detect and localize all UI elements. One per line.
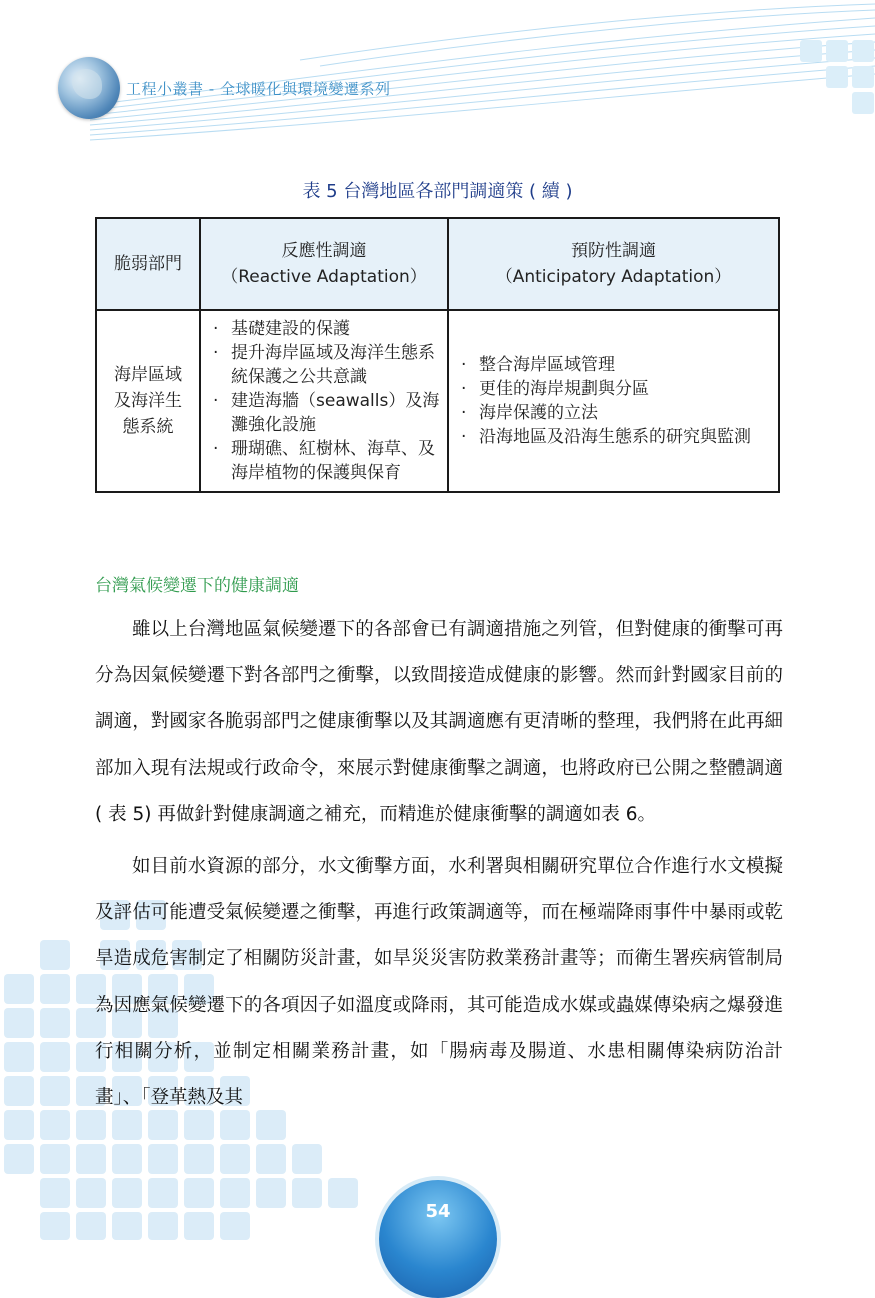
- header-anticipatory: 預防性調適 （Anticipatory Adaptation）: [448, 218, 779, 310]
- header-sector: 脆弱部門: [96, 218, 200, 310]
- page-number: 54: [425, 1201, 451, 1222]
- body-paragraph: 如目前水資源的部分，水文衝擊方面，水利署與相關研究單位合作進行水文模擬及評估可能遭受氣候變遷之衝擊，再進行政策調適等，而在極端降雨事件中暴雨或乾旱造成危害制定了相關防災計畫，如旱災災害防救業務計畫等；而衛生署疾病管制局為因應氣候變遷下的各項因子如溫度或降雨，其可能造成水媒或蟲媒傳染病之爆發進行相關分析，並制定相關業務計畫，如「腸病毒及腸道、水患相關傳染病防治計畫」、「登革熱及其: [95, 856, 783, 1109]
- header-swoosh-decoration: [0, 0, 875, 150]
- body-paragraph: 雖以上台灣地區氣候變遷下的各部會已有調適措施之列管，但對健康的衝擊可再分為因氣候變遷下對各部門之衝擊，以致間接造成健康的影響。然而針對國家目前的調適，對國家各脆弱部門之健康衝擊以及其調適應有更清晰的整理，我們將在此再細部加入現有法規或行政命令，來展示對健康衝擊之調適，也將政府已公開之整體調適 ( 表 5) 再做針對健康調適之補充，而精進於健康衝擊的調適如表 6。: [95, 619, 783, 825]
- anticipatory-item: ‧ 海岸保護的立法: [459, 401, 772, 425]
- reactive-item: ‧ 提升海岸區域及海洋生態系統保護之公共意識: [211, 341, 441, 389]
- table-caption: 表 5 台灣地區各部門調適策 ( 續 ): [302, 181, 573, 202]
- section-heading: 台灣氣候變遷下的健康調適: [95, 576, 299, 596]
- adaptation-table: [95, 217, 780, 493]
- series-title: 工程小叢書 - 全球暖化與環境變遷系列: [126, 80, 391, 98]
- anticipatory-item: ‧ 沿海地區及沿海生態系的研究與監測: [459, 425, 772, 449]
- sector-line: 及海洋生: [114, 391, 182, 411]
- body-text: [95, 607, 783, 1127]
- anticipatory-item: ‧ 更佳的海岸規劃與分區: [459, 377, 772, 401]
- anticipatory-cell: [448, 310, 779, 492]
- reactive-item: ‧ 基礎建設的保護: [211, 317, 441, 341]
- globe-icon: [58, 57, 120, 119]
- table-header-row: [96, 218, 779, 310]
- page-number-badge: [379, 1180, 497, 1298]
- reactive-cell: [200, 310, 448, 492]
- reactive-item: ‧ 建造海牆（seawalls）及海灘強化設施: [211, 389, 441, 437]
- anticipatory-item: ‧ 整合海岸區域管理: [459, 353, 772, 377]
- sector-line: 海岸區域: [114, 365, 182, 385]
- header-reactive: 反應性調適 （Reactive Adaptation）: [200, 218, 448, 310]
- sector-line: 態系統: [122, 417, 174, 437]
- sector-cell: [96, 310, 200, 492]
- reactive-item: ‧ 珊瑚礁、紅樹林、海草、及海岸植物的保護與保育: [211, 437, 441, 485]
- table-row: [96, 310, 779, 492]
